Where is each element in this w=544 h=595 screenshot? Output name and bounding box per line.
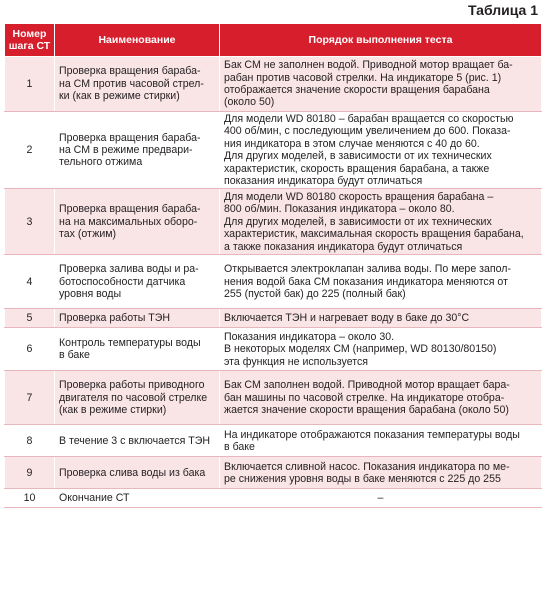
step-procedure-line: а также показания индикатора будут отличаться: [224, 240, 463, 253]
table-row: [5, 425, 542, 457]
step-procedure-line: (около 50): [224, 96, 275, 109]
table-row: [5, 328, 542, 371]
step-name-line: ботоспособности датчика: [59, 275, 186, 288]
step-procedure-line: отображается значение скорости вращения барабана: [224, 84, 490, 96]
step-name: [55, 112, 220, 189]
step-procedure-line: нения водой бака СМ показания индикатора меняются от: [224, 275, 508, 288]
table-row: [5, 189, 542, 255]
step-name-line: Проверка вращения бараба-: [59, 65, 201, 78]
step-name-line: Контроль температуры воды: [59, 337, 201, 350]
step-number: 10: [5, 489, 55, 508]
step-procedure-line: Показания индикатора – около 30.: [224, 330, 395, 343]
header-step-number: [5, 24, 55, 57]
table-body: [5, 57, 542, 508]
table-row: [5, 371, 542, 425]
header-step-line-2: шага СТ: [8, 40, 51, 52]
step-number: 7: [5, 371, 55, 425]
header-procedure: Порядок выполнения теста: [220, 24, 542, 57]
step-procedure-line: характеристик, максимальная скорость вращения барабана,: [224, 228, 524, 241]
table-header-row: [5, 24, 542, 57]
step-procedure: [220, 57, 542, 112]
step-name: [55, 328, 220, 371]
step-number: 9: [5, 457, 55, 489]
step-number: 4: [5, 255, 55, 309]
table-caption: Таблица 1: [467, 2, 538, 18]
step-name-line: Проверка работы приводного: [59, 379, 205, 392]
step-name-line: Проверка вращения бараба-: [59, 131, 201, 144]
step-number: 6: [5, 328, 55, 371]
table-row: [5, 255, 542, 309]
step-number: 3: [5, 189, 55, 255]
table-row: [5, 457, 542, 489]
step-number: 8: [5, 425, 55, 457]
table-row: [5, 309, 542, 328]
step-number: 1: [5, 57, 55, 112]
step-name: [55, 457, 220, 489]
step-procedure: [220, 425, 542, 457]
step-name-line: на на максимальных оборо-: [59, 215, 198, 228]
step-procedure: [220, 371, 542, 425]
step-name-line: Проверка залива воды и ра-: [59, 263, 199, 276]
step-name-line: в баке: [59, 349, 90, 362]
step-name-line: В течение 3 с включается ТЭН: [59, 434, 211, 447]
step-number: 2: [5, 112, 55, 189]
step-procedure-line: –: [377, 492, 384, 505]
step-procedure: [220, 457, 542, 489]
step-name: [55, 425, 220, 457]
table-row: [5, 57, 542, 112]
step-procedure-line: ре снижения уровня воды в баке меняются с 225 до 255: [224, 472, 501, 485]
step-procedure-line: Бак СМ заполнен водой. Приводной мотор вращает бара-: [224, 379, 510, 392]
step-procedure-line: показания индикатора будут отличаться: [224, 175, 423, 188]
step-procedure-line: Для модели WD 80180 скорость вращения барабана –: [224, 190, 494, 203]
step-procedure-line: 800 об/мин. Показания индикатора – около 80.: [224, 203, 455, 216]
step-name-line: Проверка вращения бараба-: [59, 203, 201, 216]
step-procedure: [220, 328, 542, 371]
step-name: [55, 255, 220, 309]
step-procedure-line: рабан против часовой стрелки. На индикаторе 5 (рис. 1): [224, 71, 502, 84]
step-procedure-line: В некоторых моделях СМ (например, WD 80130/80150): [224, 343, 497, 356]
step-procedure-line: Включается ТЭН и нагревает воду в баке до 30°С: [224, 312, 470, 325]
step-procedure-line: эта функция не используется: [224, 355, 369, 368]
step-name-line: уровня воды: [59, 288, 122, 301]
step-name-line: ки (как в режиме стирки): [59, 90, 180, 103]
step-name-line: тельного отжима: [59, 156, 143, 169]
test-steps-table: [4, 23, 542, 508]
step-procedure-line: Для других моделей, в зависимости от их технических: [224, 150, 492, 163]
step-procedure-line: 400 об/мин, с последующим увеличением до 600. Показа-: [224, 125, 511, 138]
step-procedure: [220, 309, 542, 328]
step-procedure-line: 255 (пустой бак) до 225 (полный бак): [224, 288, 406, 301]
step-procedure: [220, 112, 542, 189]
step-number: 5: [5, 309, 55, 328]
table-row: [5, 112, 542, 189]
step-procedure-line: характеристик, скорость вращения барабана, а также: [224, 162, 490, 175]
step-name-line: (как в режиме стирки): [59, 404, 167, 417]
step-procedure: [220, 255, 542, 309]
step-name: [55, 57, 220, 112]
step-procedure-line: ния индикатора в этом случае меняются с 40 до 60.: [224, 137, 480, 150]
table-row: [5, 489, 542, 508]
step-name-line: на СМ в режиме предвари-: [59, 144, 193, 157]
step-name-line: Проверка работы ТЭН: [59, 312, 171, 325]
step-procedure-line: в баке: [224, 440, 255, 453]
step-procedure-line: жается значение скорости вращения барабана (около 50): [224, 404, 509, 417]
header-name: Наименование: [55, 24, 220, 57]
step-name: [55, 309, 220, 328]
step-procedure-line: Для других моделей, в зависимости от их технических: [224, 215, 492, 228]
step-name: [55, 189, 220, 255]
step-name: [55, 371, 220, 425]
step-name-line: тах (отжим): [59, 228, 117, 241]
step-procedure-line: Открывается электроклапан залива воды. По мере запол-: [224, 263, 512, 276]
step-procedure-line: бан машины по часовой стрелке. На индикаторе отобра-: [224, 391, 505, 404]
step-procedure-line: Бак СМ не заполнен водой. Приводной мотор вращает ба-: [224, 59, 513, 72]
step-procedure-line: На индикаторе отображаются показания температуры воды: [224, 428, 520, 441]
header-step-line-1: Номер: [12, 28, 47, 40]
step-name: [55, 489, 220, 508]
step-name-line: двигателя по часовой стрелке: [59, 391, 208, 404]
step-name-line: Проверка слива воды из бака: [59, 466, 206, 479]
step-name-line: Окончание СТ: [59, 492, 130, 505]
step-procedure-line: Включается сливной насос. Показания индикатора по ме-: [224, 460, 510, 473]
step-name-line: на СМ против часовой стрел-: [59, 77, 204, 90]
step-procedure-line: Для модели WD 80180 – барабан вращается со скоростью: [224, 113, 514, 125]
step-procedure: [220, 489, 542, 508]
step-procedure: [220, 189, 542, 255]
